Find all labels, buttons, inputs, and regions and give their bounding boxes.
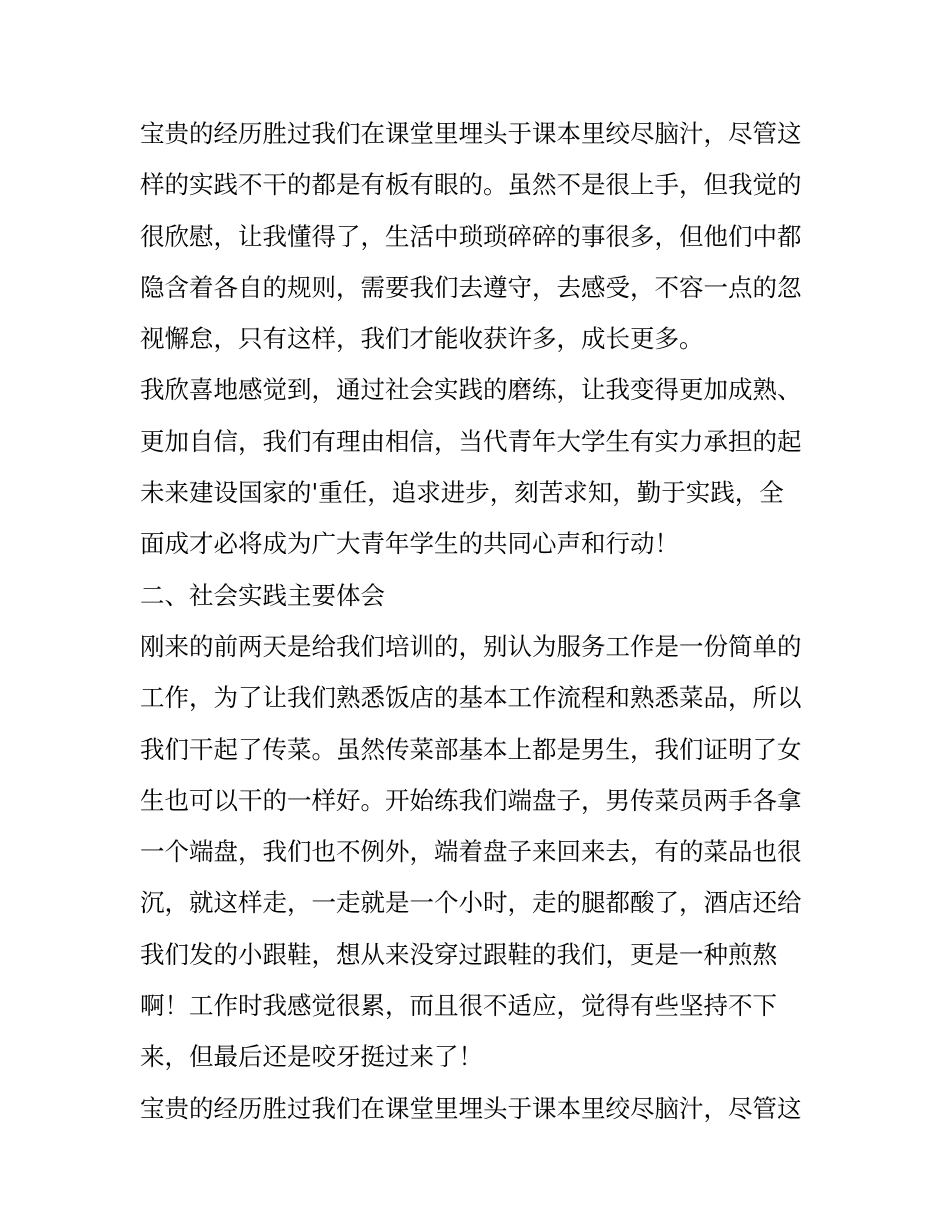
text-line: 刚来的前两天是给我们培训的，别认为服务工作是一份简单的 xyxy=(140,631,802,661)
text-line: 样的实践不干的都是有板有眼的。虽然不是很上手，但我觉的 xyxy=(140,170,802,200)
text-line: 面成才必将成为广大青年学生的共同心声和行动！ xyxy=(140,529,679,559)
body-text xyxy=(140,108,830,1134)
text-line: 很欣慰，让我懂得了，生活中琐琐碎碎的事很多，但他们中都 xyxy=(140,221,802,251)
text-line: 沉，就这样走，一走就是一个小时，走的腿都酸了，酒店还给 xyxy=(140,888,802,918)
text-line: 宝贵的经历胜过我们在课堂里埋头于课本里绞尽脑汁，尽管这 xyxy=(140,1093,802,1123)
text-line: 更加自信，我们有理由相信，当代青年大学生有实力承担的起 xyxy=(140,426,802,456)
text-line: 未来建设国家的'重任，追求进步，刻苦求知，勤于实践，全 xyxy=(140,478,784,508)
text-line: 工作，为了让我们熟悉饭店的基本工作流程和熟悉菜品，所以 xyxy=(140,683,802,713)
text-line: 来，但最后还是咬牙挺过来了！ xyxy=(140,1042,483,1072)
text-line: 我们干起了传菜。虽然传菜部基本上都是男生，我们证明了女 xyxy=(140,734,802,764)
text-line: 我欣喜地感觉到，通过社会实践的磨练，让我变得更加成熟、 xyxy=(140,375,802,405)
text-line: 视懈怠，只有这样，我们才能收获许多，成长更多。 xyxy=(140,324,704,354)
text-line: 我们发的小跟鞋，想从来没穿过跟鞋的我们，更是一种煎熬 xyxy=(140,939,777,969)
text-line: 生也可以干的一样好。开始练我们端盘子，男传菜员两手各拿 xyxy=(140,785,802,815)
text-line: 啊！工作时我感觉很累，而且很不适应，觉得有些坚持不下 xyxy=(140,991,777,1021)
text-line: 宝贵的经历胜过我们在课堂里埋头于课本里绞尽脑汁，尽管这 xyxy=(140,119,802,148)
section-heading: 二、社会实践主要体会 xyxy=(140,580,385,610)
text-line: 一个端盘，我们也不例外，端着盘子来回来去，有的菜品也很 xyxy=(140,837,802,867)
text-line: 隐含着各自的规则，需要我们去遵守，去感受，不容一点的忽 xyxy=(140,272,802,302)
